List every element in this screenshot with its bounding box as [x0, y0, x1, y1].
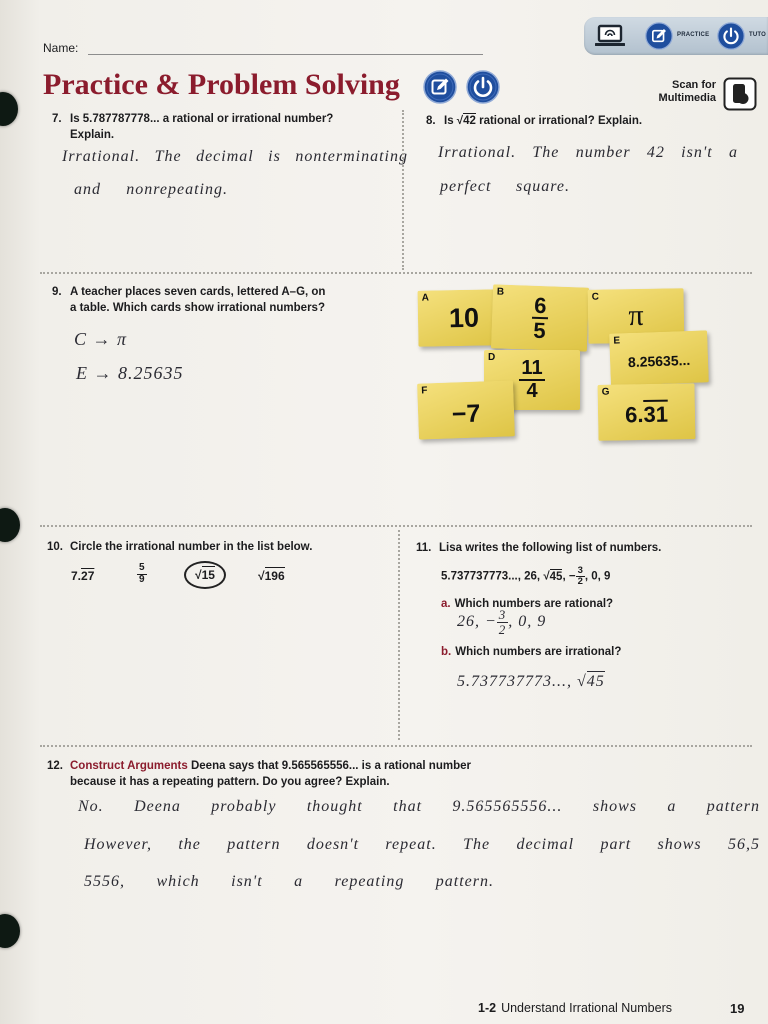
tutorial-label: TUTO [749, 32, 767, 38]
list-text: , 0, 9 [584, 570, 611, 583]
handwritten-answer: Irrational. The decimal is nonterminating [62, 148, 408, 165]
scan-for-multimedia-label [628, 79, 716, 105]
card-letter: G [601, 386, 610, 398]
question-8 [426, 113, 642, 129]
question-text-part: rational or irrational? Explain. [479, 115, 643, 127]
scan-label-line: Scan for [671, 79, 716, 91]
denominator: 2 [498, 621, 507, 637]
handwritten-answer [457, 672, 605, 692]
question-9 [52, 284, 325, 316]
question-7 [52, 111, 333, 143]
lesson-footer [478, 1001, 672, 1015]
binder-hole [0, 508, 20, 542]
question-text: a table. Which cards show irrational numbers? [70, 302, 325, 314]
card-value: π [628, 298, 644, 333]
list-item [71, 568, 94, 584]
radicand: 45 [549, 570, 563, 583]
scan-label-line: Multimedia [658, 92, 716, 104]
section-divider [398, 530, 400, 740]
page-number: 19 [730, 1001, 745, 1016]
card-letter: D [488, 352, 496, 363]
question-text: Is 5.787787778... a rational or irrational number? [70, 113, 334, 125]
lesson-title: Understand Irrational Numbers [501, 1001, 672, 1015]
numerator: 3 [577, 565, 583, 576]
power-icon [717, 22, 745, 50]
section-divider [40, 525, 752, 527]
card-letter: E [613, 335, 621, 347]
numerator: 5 [139, 562, 145, 573]
handwritten-answer: C → π [74, 329, 128, 349]
question-12 [47, 758, 471, 790]
fraction-sign: − [485, 612, 497, 630]
handwritten-answer: perfect square. [440, 178, 570, 195]
question-text: A teacher places seven cards, lettered A–G, on [70, 286, 326, 298]
radical-sign: √ [258, 569, 265, 583]
card-value: 8.25635... [627, 351, 691, 371]
lesson-number: 1-2 [478, 1001, 497, 1015]
handwritten-answer: However, the pattern doesn't repeat. The decimal part shows 56,5 [84, 836, 760, 853]
card-a [418, 289, 503, 346]
fraction [531, 294, 549, 343]
card-value [598, 383, 696, 441]
question-text-part: Is [444, 115, 454, 127]
question-text [47, 758, 471, 774]
list-item [258, 568, 285, 584]
question-11 [416, 540, 661, 556]
question-number: 8. [426, 115, 436, 127]
question-text: Lisa writes the following list of numbers. [439, 542, 662, 554]
denominator: 2 [577, 575, 583, 587]
radical-sign: √ [456, 115, 464, 127]
repeating-digits: 27 [81, 569, 95, 583]
edit-icon [423, 70, 457, 104]
decimal-whole: 6. [624, 402, 644, 428]
section-divider [40, 272, 752, 274]
card-letter: C [591, 291, 599, 303]
practice-label: PRACTICE [677, 32, 710, 38]
answer-text: 5.737737773..., [457, 673, 572, 690]
part-label: b. [441, 646, 452, 658]
part-label: a. [441, 598, 451, 610]
denominator: 9 [139, 573, 145, 585]
practice-tag: Construct Arguments [70, 760, 188, 772]
square-root [457, 113, 476, 127]
name-label: Name: [43, 41, 79, 55]
card-value [491, 284, 589, 351]
radicand: 196 [264, 569, 285, 583]
card-value: −7 [451, 399, 481, 428]
handwritten-answer: E → 8.25635 [76, 363, 184, 383]
binder-hole [0, 914, 20, 948]
answer-text: , 0, 9 [508, 612, 547, 630]
question-number: 9. [52, 286, 62, 298]
numerator: 3 [498, 607, 507, 622]
section-divider [402, 110, 404, 270]
laptop-icon [595, 23, 625, 49]
question-text: Which numbers are irrational? [455, 646, 622, 658]
fraction [497, 608, 509, 636]
card-letter: B [496, 286, 505, 298]
handwritten-answer [457, 608, 546, 636]
numerator: 11 [521, 357, 543, 379]
numerator: 6 [532, 294, 549, 320]
power-icon [466, 70, 500, 104]
radicand: 15 [201, 568, 215, 582]
square-root [258, 567, 285, 583]
card-e [609, 330, 709, 385]
edit-icon [645, 22, 673, 50]
card-f [417, 380, 515, 439]
question-text: Explain. [70, 129, 115, 141]
question-number: 11. [416, 542, 432, 554]
binder-hole [0, 92, 18, 126]
question-text: because it has a repeating pattern. Do you agree? Explain. [70, 776, 390, 788]
question-number: 12. [47, 760, 63, 772]
square-root [577, 671, 605, 690]
scan-icon [723, 77, 757, 111]
card-b [491, 284, 589, 351]
radical-sign: √ [543, 570, 550, 583]
decimal-whole: 7. [71, 569, 82, 583]
question-number: 7. [52, 113, 62, 125]
radicand: 42 [463, 115, 476, 127]
digital-resources-tab [584, 17, 768, 55]
card-g [598, 383, 696, 441]
fraction [137, 563, 147, 585]
question-text: Which numbers are rational? [454, 598, 614, 610]
name-field-line [88, 54, 483, 55]
handwritten-answer: and nonrepeating. [74, 181, 228, 198]
card-letter: A [421, 292, 429, 304]
denominator: 4 [526, 380, 538, 402]
list-item [137, 563, 147, 585]
question-number: 10. [47, 541, 63, 553]
handwritten-answer: 5556, which isn't a repeating pattern. [84, 873, 494, 890]
radical-sign: √ [577, 673, 587, 690]
denominator: 5 [533, 317, 547, 344]
fraction [576, 566, 585, 587]
section-divider [40, 745, 752, 747]
list-separator: , [562, 570, 566, 583]
square-root [543, 569, 562, 583]
card-letter: F [421, 385, 428, 397]
handwritten-answer: No. Deena probably thought that 9.565565556... shows a pattern [78, 798, 760, 815]
list-item [184, 561, 226, 589]
card-value: 10 [448, 302, 480, 333]
list-text: 5.737737773..., 26, [441, 570, 541, 583]
question-10 [47, 539, 312, 555]
question-text-part: Deena says that 9.565565556... is a rational number [190, 760, 471, 772]
circled-answer [184, 561, 226, 589]
fraction [519, 358, 544, 402]
handwritten-answer: Irrational. The number 42 isn't a [438, 144, 738, 161]
number-list [441, 566, 610, 587]
radicand: 45 [586, 673, 605, 690]
fraction-sign: − [568, 570, 576, 583]
question-text [426, 113, 642, 129]
repeating-digits: 31 [643, 401, 669, 428]
page-title: Practice & Problem Solving [43, 68, 400, 101]
question-text: Circle the irrational number in the list below. [70, 541, 313, 553]
answer-text: 26, [457, 612, 480, 630]
radical-sign: √ [195, 568, 202, 582]
question-11b [441, 644, 621, 660]
